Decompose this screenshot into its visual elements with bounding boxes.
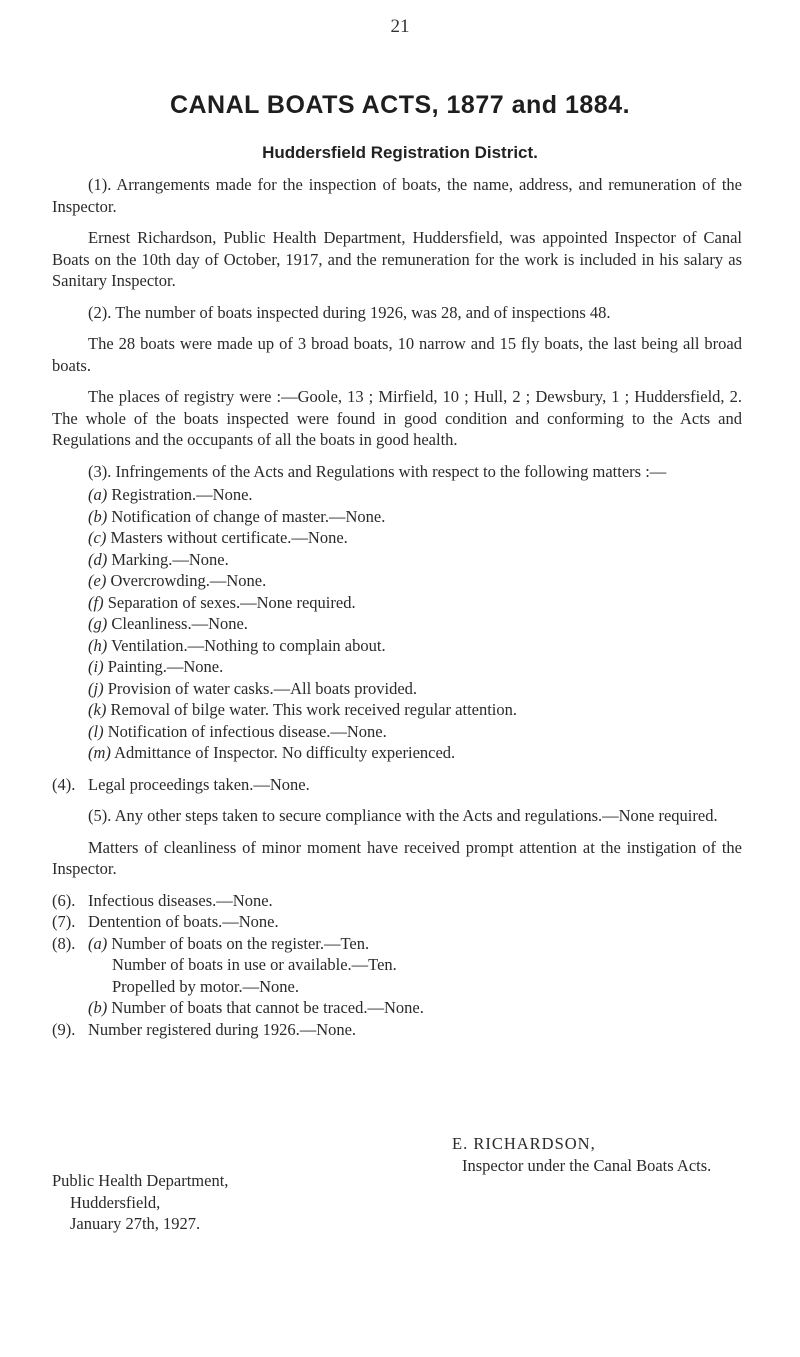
- item-legal-proceedings: (4). Legal proceedings taken.—None.: [52, 774, 310, 794]
- paragraph-inspector: Ernest Richardson, Public Health Department, Huddersfield, was appointed Inspector of Canal Boats on the 10th day of October, 1917, and the remuneration for the work is included in his salary as Sanitary Inspector.: [52, 228, 742, 290]
- item-propelled-by-motor: Propelled by motor.—None.: [112, 976, 299, 996]
- list-item: (i) Painting.—None.: [88, 657, 224, 676]
- list-item: (f) Separation of sexes.—None required.: [88, 592, 356, 612]
- address-line-department: Public Health Department,: [52, 1171, 229, 1190]
- item-number-of-boats: (8). (a) Number of boats on the register.—Ten.: [52, 933, 370, 953]
- list-item: (j) Provision of water casks.—All boats provided.: [88, 678, 418, 698]
- signatory-title: Inspector under the Canal Boats Acts.: [462, 1155, 712, 1175]
- address-line-date: January 27th, 1927.: [70, 1214, 201, 1233]
- address-block: [52, 1170, 228, 1235]
- page-title: CANAL BOATS ACTS, 1877 and 1884.: [169, 91, 631, 119]
- paragraph-infringements-intro: (3). Infringements of the Acts and Regulations with respect to the following matters :—: [88, 461, 667, 481]
- item-number-registered: (9). Number registered during 1926.—None.: [52, 1019, 357, 1039]
- item-boats-not-traced: (b) Number of boats that cannot be traced.—None.: [88, 998, 424, 1017]
- list-item: (g) Cleanliness.—None.: [88, 614, 248, 633]
- list-item: (e) Overcrowding.—None.: [88, 571, 267, 590]
- paragraph-matters-cleanliness: Matters of cleanliness of minor moment have received prompt attention at the instigation of the Inspector.: [52, 837, 742, 878]
- list-item: (c) Masters without certificate.—None.: [88, 528, 348, 547]
- signatory-name: E. RICHARDSON,: [452, 1134, 596, 1153]
- paragraph-places-of-registry: The places of registry were :—Goole, 13 ; Mirfield, 10 ; Hull, 2 ; Dewsbury, 1 ; Huddersfield, 2. The whole of the boats inspected were found in good condition and conforming to the Acts and Regulations and the occupants of all the boats in good health.: [52, 387, 742, 449]
- item-infectious-diseases: (6). Infectious diseases.—None.: [52, 890, 273, 910]
- list-item: (l) Notification of infectious disease.—None.: [88, 721, 387, 741]
- list-item: (b) Notification of change of master.—None.: [88, 506, 386, 526]
- paragraph-arrangements: (1). Arrangements made for the inspection of boats, the name, address, and remuneration of the Inspector.: [52, 175, 742, 216]
- page-number: 21: [390, 16, 410, 37]
- infringements-list: [52, 484, 742, 764]
- report-body: [52, 174, 742, 1040]
- list-item: (a) Registration.—None.: [88, 485, 253, 504]
- district-heading: Huddersfield Registration District.: [262, 143, 538, 162]
- paragraph-boat-types: The 28 boats were made up of 3 broad boats, 10 narrow and 15 fly boats, the last being all broad boats.: [52, 334, 742, 375]
- list-item: (d) Marking.—None.: [88, 549, 229, 569]
- item-detention-of-boats: (7). Dentention of boats.—None.: [52, 912, 279, 931]
- address-line-town: Huddersfield,: [70, 1192, 161, 1212]
- item-boats-in-use: Number of boats in use or available.—Ten.: [112, 955, 397, 974]
- list-item: (h) Ventilation.—Nothing to complain about.: [88, 635, 386, 655]
- paragraph-boats-inspected: (2). The number of boats inspected during 1926, was 28, and of inspections 48.: [88, 302, 611, 322]
- list-item: (k) Removal of bilge water. This work received regular attention.: [88, 700, 518, 719]
- signature-block: [452, 1133, 711, 1176]
- item-other-steps: (5). Any other steps taken to secure compliance with the Acts and regulations.—None required.: [88, 806, 718, 825]
- list-item: (m) Admittance of Inspector. No difficulty experienced.: [88, 743, 456, 762]
